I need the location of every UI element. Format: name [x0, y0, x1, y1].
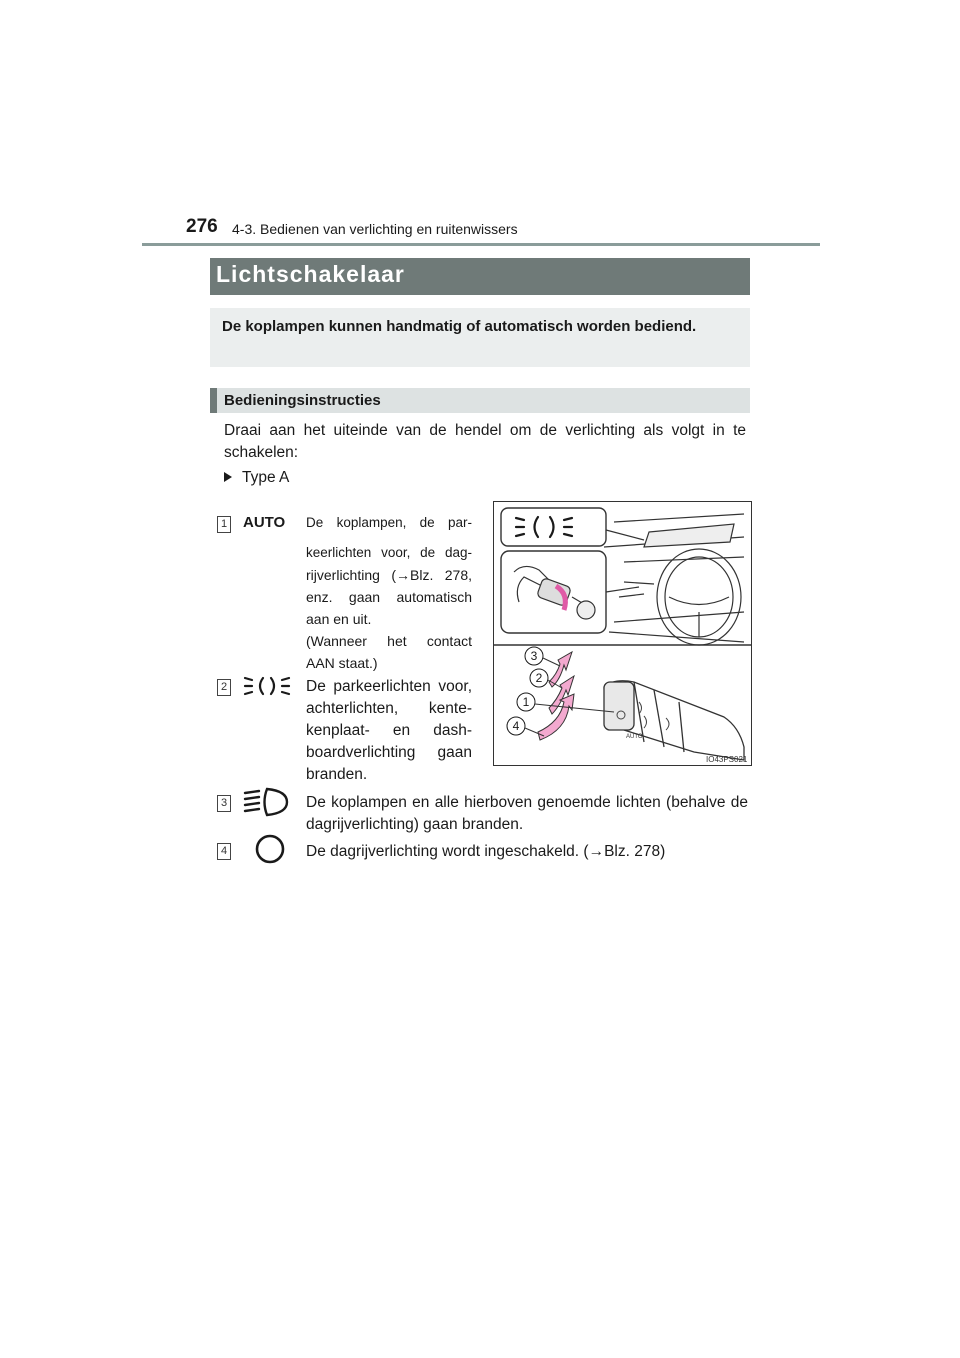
item-1-line: keerlichten voor, de dag- — [306, 545, 472, 560]
bullet-type-label: Type A — [242, 469, 290, 486]
item-number-badge: 1 — [217, 516, 231, 533]
chapter-title: 4-3. Bedienen van verlichting en ruitenwissers — [232, 221, 518, 237]
item-1-line: (Wanneer het contact — [306, 633, 472, 649]
subsection-accent — [210, 388, 217, 413]
auto-position-label: AUTO — [243, 514, 286, 531]
item-1-line: enz. gaan automatisch — [306, 589, 472, 605]
bullet-arrow-icon — [224, 472, 232, 482]
header-divider — [142, 243, 820, 246]
subsection-title: Bedieningsinstructies — [224, 392, 381, 409]
item-4-description: De dagrijverlichting wordt ingeschakeld. (→Blz. 278) — [306, 843, 666, 860]
item-2-description: De parkeerlichten voor, achterlichten, kente-kenplaat- en dash-boardverlichting gaan branden. — [306, 678, 472, 783]
callout-number: 3 — [530, 649, 538, 663]
daytime-running-light-icon — [254, 833, 286, 865]
item-1-line: AAN staat.) — [306, 655, 378, 671]
figure-caption: IO43PS021 — [706, 755, 748, 764]
lever-illustration-drawing — [494, 502, 751, 765]
instruction-paragraph: Draai aan het uiteinde van de hendel om de verlichting als volgt in te schakelen: — [224, 422, 746, 461]
item-number-badge: 3 — [217, 795, 231, 812]
callout-number: 1 — [522, 695, 530, 709]
item-1-line: rijverlichting (→Blz. 278, — [306, 567, 472, 583]
page-number: 276 — [186, 216, 218, 237]
item-1-line: aan en uit. — [306, 611, 372, 627]
item-number-badge: 4 — [217, 843, 231, 860]
lever-illustration — [493, 501, 752, 766]
section-title: Lichtschakelaar — [216, 261, 405, 287]
headlight-icon — [243, 785, 289, 819]
item-3-description: De koplampen en alle hierboven genoemde lichten (behalve de dagrijverlichting) gaan branden. — [306, 794, 748, 833]
item-number-badge: 2 — [217, 679, 231, 696]
parking-light-icon — [243, 673, 291, 699]
item-1-line: De koplampen, de par- — [306, 515, 472, 530]
callout-number: 2 — [535, 671, 543, 685]
callout-number: 4 — [512, 719, 520, 733]
intro-text: De koplampen kunnen handmatig of automatisch worden bediend. — [222, 318, 697, 335]
item-1-description — [306, 512, 472, 674]
auto-switch-label: AUTO — [626, 734, 643, 740]
